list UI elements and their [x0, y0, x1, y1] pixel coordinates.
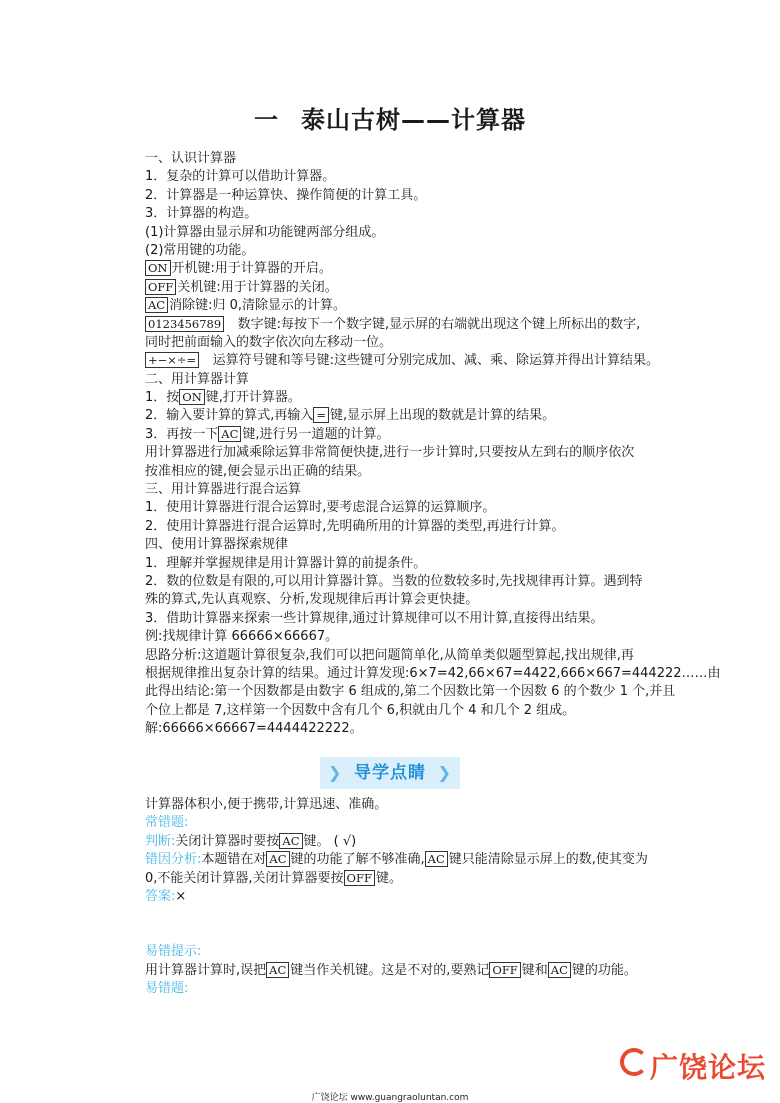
list-item: 2．计算器是一种运算快、操作简便的计算工具。	[145, 187, 427, 203]
list-item: 3．借助计算器来探索一些计算规律,通过计算规律可以不用计算,直接得出结果。	[145, 610, 604, 626]
ac-key: AC	[145, 297, 168, 313]
page-title	[0, 100, 780, 135]
paragraph-line: 用计算器进行加减乘除运算非常简便快捷,进行一步计算时,只要按从左到右的顺序依次	[145, 445, 635, 461]
paragraph-line: 殊的算式,先认真观察、分析,发现规律后再计算会更快捷。	[145, 592, 479, 608]
list-item: 3．计算器的构造。	[145, 206, 258, 222]
tip-line	[145, 962, 670, 980]
chapter-title: 泰山古树——计算器	[301, 106, 526, 134]
item-text: 3．再按一下	[145, 426, 219, 442]
tip-label: 易错提示:	[145, 944, 202, 960]
off-key-text: 关机键:用于计算器的关闭。	[177, 279, 338, 295]
operator-keys: +−×÷=	[145, 352, 199, 368]
chevron-right-icon: ❯	[437, 763, 452, 782]
list-item	[145, 426, 670, 444]
item-text: 1．按	[145, 390, 180, 406]
spacer	[145, 925, 670, 943]
chapter-number: 一	[254, 106, 279, 134]
list-item	[145, 407, 670, 425]
digit-keys: 0123456789	[145, 316, 224, 332]
on-key: ON	[179, 389, 205, 405]
spacer	[145, 906, 670, 924]
key-row-operators	[145, 352, 670, 370]
guide-section	[145, 796, 670, 998]
key-row-on	[145, 260, 670, 278]
section-1	[145, 150, 721, 739]
list-item: 1．理解并掌握规律是用计算器计算的前提条件。	[145, 555, 427, 571]
error-text: 0,不能关闭计算器,关闭计算器要按	[145, 870, 344, 886]
section-heading: 四、使用计算器探索规律	[145, 537, 289, 553]
ac-key: AC	[548, 962, 571, 978]
paragraph-line: 同时把前面输入的数字依次向左移动一位。	[145, 334, 393, 350]
ac-key: AC	[218, 426, 241, 442]
chevron-right-icon: ❯	[328, 763, 343, 782]
judge-line	[145, 833, 670, 851]
analysis-line: 思路分析:这道题计算很复杂,我们可以把问题简单化,从简单类似题型算起,找出规律,再	[145, 647, 634, 663]
section-heading: 一、认识计算器	[145, 151, 237, 166]
on-key: ON	[145, 260, 171, 276]
list-item: 2．数的位数是有限的,可以用计算器计算。当数的位数较多时,先找规律再计算。遇到特	[145, 573, 643, 589]
page-footer: 广饶论坛 www.guangraoluntan.com	[311, 1093, 469, 1103]
operator-keys-text: 运算符号键和等号键:这些键可分别完成加、减、乘、除运算并得出计算结果。	[212, 353, 659, 369]
ac-key-text: 消除键:归 0,清除显示的计算。	[169, 298, 347, 314]
list-item: (2)常用键的功能。	[145, 242, 255, 258]
error-analysis-label: 错因分析:	[145, 852, 202, 868]
analysis-line: 个位上都是 7,这样第一个因数中含有几个 6,积就由几个 4 和几个 2 组成。	[145, 702, 576, 718]
section-heading: 三、用计算器进行混合运算	[145, 482, 302, 498]
error-analysis-line	[145, 870, 670, 888]
error-text: 本题错在对	[201, 852, 267, 868]
digit-keys-text: 数字键:每按下一个数字键,显示屏的右端就出现这个键上所标出的数字,	[237, 316, 641, 332]
key-row-ac	[145, 297, 670, 315]
logo-text: 广饶论坛	[650, 1051, 767, 1084]
guide-intro: 计算器体积小,便于携带,计算迅速、准确。	[145, 797, 388, 812]
list-item: 1．复杂的计算可以借助计算器。	[145, 169, 336, 185]
example-line: 例:找规律计算 66666×66667。	[145, 629, 339, 645]
error-text: 键只能清除显示屏上的数,使其变为	[448, 852, 648, 868]
analysis-line: 根据规律推出复杂计算的结果。通过计算发现:6×7=42,66×67=4422,666×667=444222……由	[145, 665, 721, 681]
section-heading: 二、用计算器计算	[145, 371, 250, 387]
judge-text: 关闭计算器时要按	[175, 833, 280, 849]
equals-key: =	[313, 407, 329, 423]
answer-value: ×	[175, 888, 187, 904]
solution-line: 解:66666×66667=4444422222。	[145, 721, 363, 737]
off-key: OFF	[145, 279, 176, 295]
error-analysis-line	[145, 851, 670, 869]
judge-label: 判断:	[145, 833, 176, 849]
ac-key: AC	[266, 851, 289, 867]
guide-banner-wrap	[0, 757, 780, 789]
ac-key: AC	[425, 851, 448, 867]
on-key-text: 开机键:用于计算器的开启。	[171, 261, 332, 277]
item-text: 键,显示屏上出现的数就是计算的结果。	[330, 408, 556, 424]
answer-label: 答案:	[145, 888, 176, 904]
tip-text: 键当作关机键。这是不对的,要熟记	[290, 962, 490, 978]
item-text: 键,进行另一道题的计算。	[242, 426, 390, 442]
list-item: 1．使用计算器进行混合运算时,要考虑混合运算的运算顺序。	[145, 500, 496, 516]
key-row-digits	[145, 316, 670, 334]
common-error-label: 常错题:	[145, 815, 189, 831]
tip-text: 用计算器计算时,误把	[145, 962, 267, 978]
logo-ring-icon	[620, 1048, 648, 1076]
site-logo	[620, 1046, 770, 1086]
ac-key: AC	[266, 962, 289, 978]
off-key: OFF	[344, 870, 375, 886]
analysis-line: 此得出结论:第一个因数都是由数字 6 组成的,第二个因数比第一个因数 6 的个数少 1 个,并且	[145, 684, 676, 700]
judge-text: 键。 ( √)	[303, 833, 357, 849]
guide-banner-title: 导学点睛	[354, 763, 426, 783]
key-row-off	[145, 279, 670, 297]
list-item	[145, 389, 670, 407]
error-text: 键。	[375, 870, 402, 886]
answer-line	[145, 888, 670, 906]
list-item: 2．使用计算器进行混合运算时,先明确所用的计算器的类型,再进行计算。	[145, 518, 565, 534]
list-item: (1)计算器由显示屏和功能键两部分组成。	[145, 224, 385, 240]
ac-key: AC	[279, 833, 302, 849]
easy-error-label: 易错题:	[145, 980, 189, 996]
tip-text: 键和	[521, 962, 548, 978]
error-text: 键的功能了解不够准确,	[290, 852, 425, 868]
tip-text: 键的功能。	[571, 962, 637, 978]
guide-banner	[320, 757, 460, 789]
item-text: 2．输入要计算的算式,再输入	[145, 408, 314, 424]
paragraph-line: 按准相应的键,便会显示出正确的结果。	[145, 463, 371, 479]
off-key: OFF	[489, 962, 520, 978]
item-text: 键,打开计算器。	[205, 390, 301, 406]
